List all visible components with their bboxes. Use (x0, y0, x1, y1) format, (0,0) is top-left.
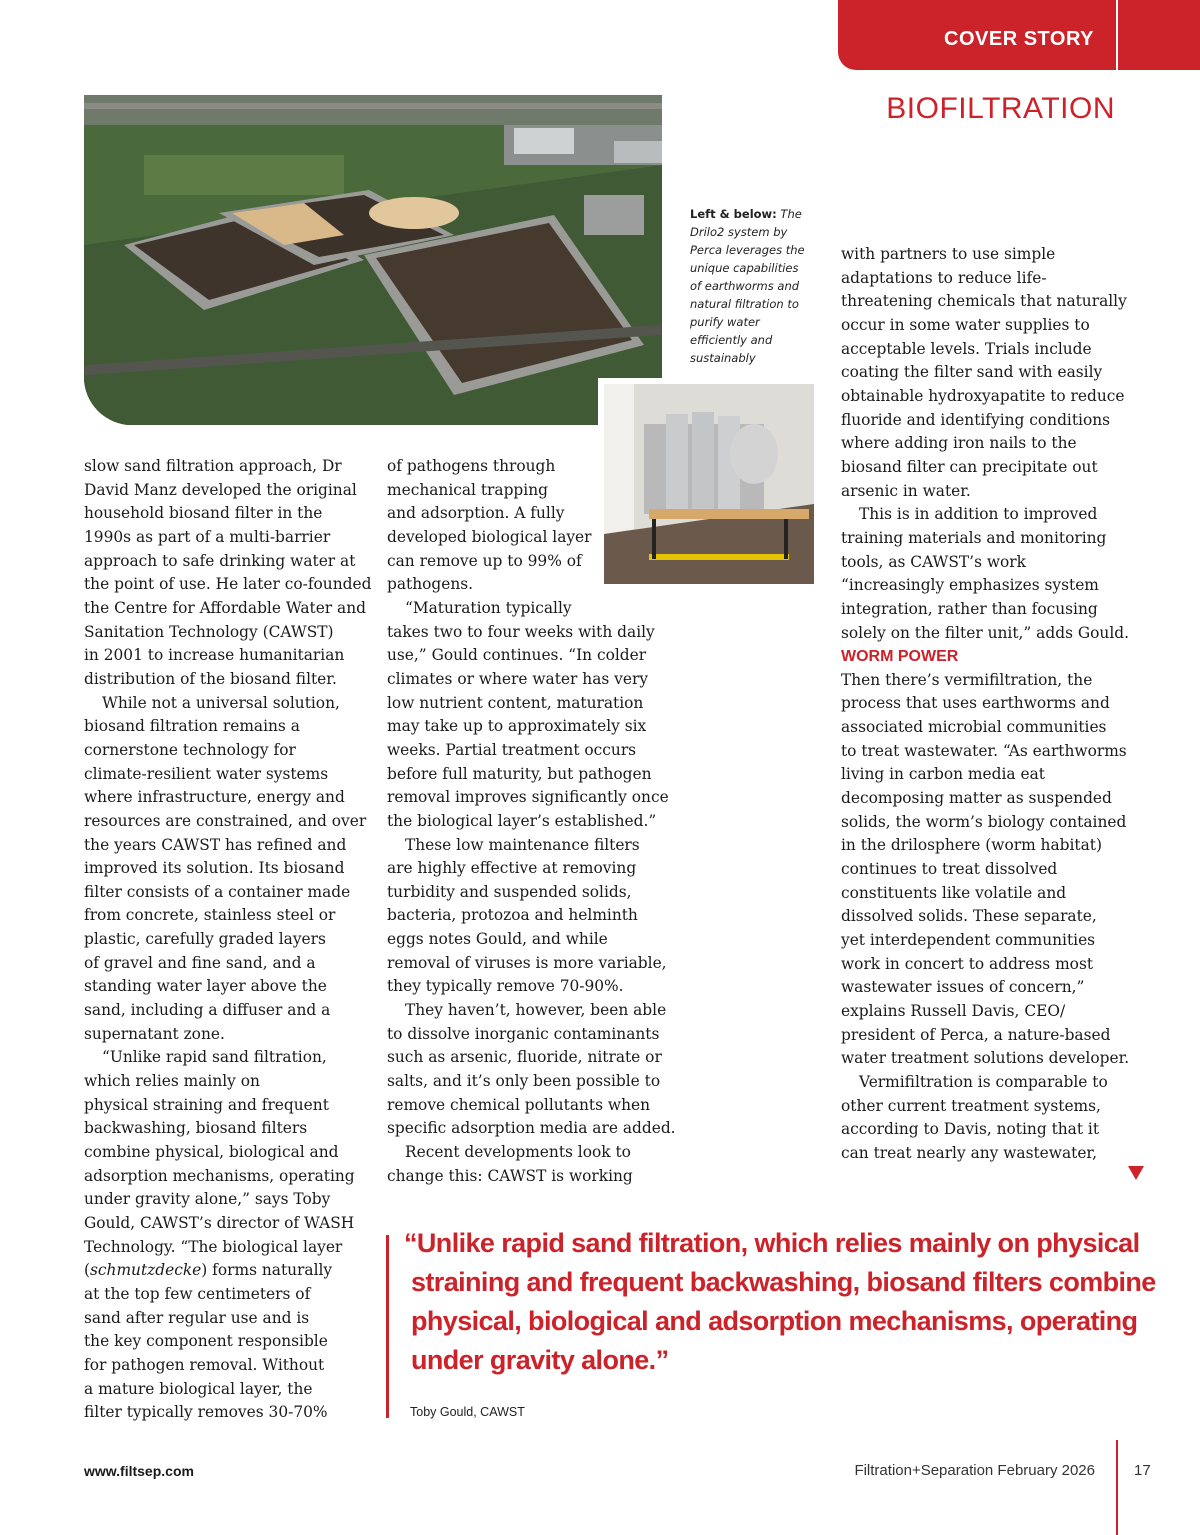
text-line: household biosand filter in the (84, 504, 323, 523)
text-line: bacteria, protozoa and helminth (387, 906, 638, 925)
text-line: other current treatment systems, (841, 1096, 1101, 1115)
text-line: adaptations to reduce life- (841, 268, 1047, 287)
text-line: “increasingly emphasizes system (841, 576, 1099, 595)
tab-divider (1116, 0, 1118, 70)
text-line: combine physical, biological and (84, 1143, 339, 1162)
text-line: can treat nearly any wastewater, (841, 1143, 1097, 1162)
text-line: with partners to use simple (841, 245, 1056, 263)
text-line: of gravel and fine sand, and a (84, 953, 316, 972)
text-line: turbidity and suspended solids, (387, 882, 632, 901)
text-line: filter consists of a container made (84, 882, 351, 901)
text-line: They haven’t, however, been able (405, 1001, 667, 1020)
text-line: at the top few centimeters of (84, 1284, 311, 1303)
text-line: the biological layer’s established.” (387, 811, 657, 830)
text-line: filter typically removes 30-70% (84, 1403, 328, 1422)
text-line: cornerstone technology for (84, 740, 296, 759)
footer-magazine: Filtration+Separation February 2026 (854, 1462, 1095, 1479)
text-line: 1990s as part of a multi-barrier (84, 527, 331, 546)
text-line: wastewater issues of concern,” (841, 978, 1085, 997)
text-line: integration, rather than focusing (841, 599, 1098, 618)
article-column-2 (387, 455, 676, 1188)
pull-quote-line: under gravity alone.” (411, 1345, 669, 1375)
photo-caption (690, 205, 810, 367)
text-line: backwashing, biosand filters (84, 1119, 308, 1138)
text-line: of pathogens through (387, 457, 556, 475)
text-line: under gravity alone,” says Toby (84, 1190, 331, 1209)
text-line: Sanitation Technology (CAWST) (84, 622, 334, 641)
text-line: biosand filtration remains a (84, 717, 300, 736)
pull-quote-line: straining and frequent backwashing, biosand filters combine (411, 1267, 1156, 1297)
text-line: obtainable hydroxyapatite to reduce (841, 386, 1125, 405)
text-line: work in concert to address most (841, 954, 1094, 973)
text-line: supernatant zone. (84, 1024, 225, 1043)
text-line: Recent developments look to (405, 1143, 631, 1162)
text-line: decomposing matter as suspended (841, 789, 1112, 808)
text-line: approach to safe drinking water at (84, 551, 356, 570)
text-line: in the drilosphere (worm habitat) (841, 836, 1102, 855)
text-line: before full maturity, but pathogen (387, 764, 652, 783)
text-line: a mature biological layer, the (84, 1379, 313, 1398)
text-line: where adding iron nails to the (841, 434, 1077, 453)
text-line: the point of use. He later co-founded (84, 575, 372, 594)
text-line: training materials and monitoring (841, 528, 1107, 547)
article-column-1 (84, 455, 371, 1425)
text-line: salts, and it’s only been possible to (387, 1072, 661, 1091)
text-line: threatening chemicals that naturally (841, 292, 1127, 311)
text-line: weeks. Partial treatment occurs (387, 740, 637, 759)
text-line: the years CAWST has refined and (84, 835, 347, 854)
text-line: from concrete, stainless steel or (84, 906, 336, 925)
section-title: BIOFILTRATION (886, 92, 1115, 125)
text-line: David Manz developed the original (84, 480, 357, 499)
text-line: climates or where water has very (387, 669, 649, 688)
text-span: ( (84, 1261, 91, 1280)
text-line: pathogens. (387, 575, 474, 594)
text-line (84, 1259, 371, 1283)
text-line: “Unlike rapid sand filtration, (102, 1048, 327, 1067)
pull-quote-line: “Unlike rapid sand filtration, which relies mainly on physical (404, 1228, 1140, 1258)
text-line: plastic, carefully graded layers (84, 930, 326, 949)
text-line: mechanical trapping (387, 480, 548, 499)
text-line: These low maintenance filters (405, 835, 640, 854)
text-line: explains Russell Davis, CEO/ (841, 1002, 1066, 1020)
text-line: adsorption mechanisms, operating (84, 1166, 355, 1185)
pull-quote-line: physical, biological and adsorption mechanisms, operating (411, 1306, 1138, 1336)
text-line: Then there’s vermifiltration, the (841, 670, 1093, 689)
text-line: resources are constrained, and over (84, 811, 367, 830)
footer-divider (1116, 1440, 1118, 1535)
caption-text: The Drilo2 system by Perca leverages the unique capabilities of earthworms and natural filtration to purify water efficiently and sustainably (690, 207, 805, 365)
text-span: ) forms naturally (201, 1261, 333, 1280)
text-line: takes two to four weeks with daily (387, 622, 655, 641)
text-line: slow sand filtration approach, Dr (84, 457, 342, 475)
text-line: This is in addition to improved (859, 505, 1098, 524)
text-line: climate-resilient water systems (84, 764, 329, 783)
text-line: low nutrient content, maturation (387, 693, 644, 712)
text-line: can remove up to 99% of (387, 551, 582, 570)
pull-quote-attribution: Toby Gould, CAWST (410, 1405, 525, 1419)
article-column-3 (841, 243, 1129, 1166)
text-line: to treat wastewater. “As earthworms (841, 741, 1127, 760)
text-line: “Maturation typically (405, 598, 572, 617)
aerial-photo-illustration (84, 95, 662, 425)
text-line: biosand filter can precipitate out (841, 457, 1098, 476)
italic-term: schmutzdecke (90, 1261, 202, 1280)
text-line: where infrastructure, energy and (84, 788, 345, 807)
page-number: 17 (1134, 1462, 1151, 1479)
text-line: use,” Gould continues. “In colder (387, 646, 647, 665)
text-line: for pathogen removal. Without (84, 1355, 325, 1374)
text-line: Technology. “The biological layer (84, 1237, 343, 1256)
text-line: may take up to approximately six (387, 717, 647, 736)
text-line: coating the filter sand with easily (841, 363, 1103, 382)
text-line: solely on the filter unit,” adds Gould. (841, 623, 1129, 642)
text-line: they typically remove 70-90%. (387, 977, 624, 996)
text-line: standing water layer above the (84, 977, 327, 996)
text-line: acceptable levels. Trials include (841, 339, 1092, 358)
text-line: process that uses earthworms and (841, 694, 1110, 713)
footer-url[interactable]: www.filtsep.com (84, 1463, 194, 1479)
text-line: according to Davis, noting that it (841, 1120, 1100, 1139)
aerial-photo (84, 95, 662, 425)
text-line: president of Perca, a nature-based (841, 1025, 1111, 1044)
text-line: remove chemical pollutants when (387, 1095, 651, 1114)
text-line: fluoride and identifying conditions (841, 410, 1111, 429)
text-line: sand, including a diffuser and a (84, 1001, 331, 1020)
text-line: specific adsorption media are added. (387, 1119, 676, 1138)
continue-arrow-icon (1128, 1166, 1144, 1180)
text-line: water treatment solutions developer. (841, 1049, 1130, 1068)
pull-quote-rule (386, 1235, 389, 1418)
text-line: eggs notes Gould, and while (387, 930, 608, 949)
text-line: arsenic in water. (841, 481, 971, 500)
text-line: the Centre for Affordable Water and (84, 598, 366, 617)
text-line: in 2001 to increase humanitarian (84, 646, 345, 665)
text-line: the key component responsible (84, 1332, 328, 1351)
text-line: to dissolve inorganic contaminants (387, 1024, 660, 1043)
text-line: physical straining and frequent (84, 1095, 329, 1114)
text-line: dissolved solids. These separate, (841, 907, 1097, 926)
text-line: living in carbon media eat (841, 765, 1045, 784)
text-line: solids, the worm’s biology contained (841, 812, 1127, 831)
text-line: developed biological layer (387, 527, 592, 546)
text-line: Vermifiltration is comparable to (859, 1072, 1108, 1091)
pull-quote (404, 1224, 1156, 1380)
cover-story-tab (838, 0, 1200, 70)
text-line: such as arsenic, fluoride, nitrate or (387, 1048, 662, 1067)
text-line: change this: CAWST is working (387, 1166, 633, 1185)
text-line: yet interdependent communities (841, 931, 1096, 950)
text-line: improved its solution. Its biosand (84, 859, 345, 878)
cover-story-label: COVER STORY (944, 28, 1094, 50)
text-line: are highly effective at removing (387, 859, 637, 878)
text-line: which relies mainly on (84, 1072, 260, 1091)
text-line: associated microbial communities (841, 718, 1107, 737)
text-line: While not a universal solution, (102, 693, 340, 712)
text-line: removal improves significantly once (387, 788, 669, 807)
text-line: removal of viruses is more variable, (387, 953, 667, 972)
caption-lead: Left & below: (690, 207, 777, 221)
text-line: distribution of the biosand filter. (84, 669, 337, 688)
text-line: continues to treat dissolved (841, 860, 1058, 879)
text-line: tools, as CAWST’s work (841, 552, 1026, 571)
text-line: and adsorption. A fully (387, 504, 565, 523)
text-line: occur in some water supplies to (841, 315, 1090, 334)
text-line: Gould, CAWST’s director of WASH (84, 1214, 355, 1232)
text-line: constituents like volatile and (841, 883, 1067, 902)
subheading: WORM POWER (841, 648, 959, 666)
text-line: sand after regular use and is (84, 1308, 310, 1327)
